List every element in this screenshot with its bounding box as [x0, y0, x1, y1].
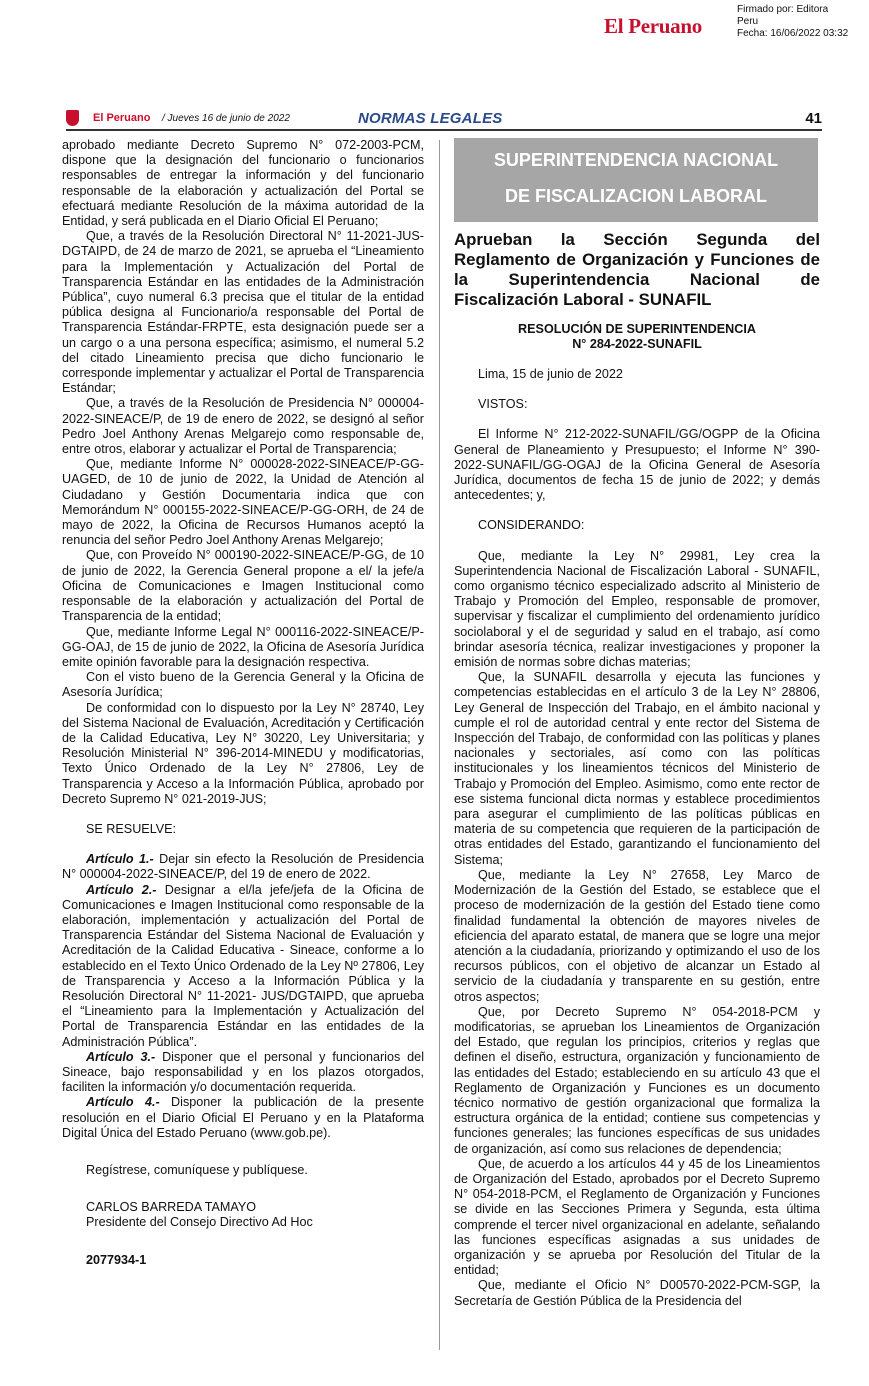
paragraph: Que, la SUNAFIL desarrolla y ejecuta las funciones y competencias establecidas en el artículo 3 de la Ley N° 28806, Ley General de Inspección del Trabajo, en el ámbito nacional y cumple el rol de autoridad central y ente rector del Sistema de Inspección del Trabajo, de conformidad con las políticas y planes nacionales y sectoriales, así como con las políticas institucionales y los lineamientos técnicos del Ministerio de Trabajo y Promoción del Empleo. Asimismo, como ente rector de ese sistema funcional dicta normas y establece procedimientos para asegurar el cumplimiento de las políticas públicas en materia de su competencia que requieren de la participación de otras entidades del Estado, garantizando el funcionamiento del Sistema; [454, 670, 820, 867]
resolution-number [454, 322, 820, 352]
digital-signature [737, 4, 848, 40]
signature-line: Firmado por: Editora [737, 4, 829, 15]
article-text: Designar a el/la jefe/jefa de la Oficina de Comunicaciones e Imagen Institucional como responsable de la elaboración, implementación y actualización del Portal de Transparencia Estándar del Sistema Nacional de Evaluación y Acreditación de la Calidad Educativa - Sineace, conforme a lo establecido en el Texto Único Ordenado de la Ley Nº 27806, Ley de Transparencia y Acceso a la Información Pública y la Resolución Directoral N° 11-2021- JUS/DGTAIPD, que aprueba el “Lineamiento para la Implementación y Actualización del Portal de Transparencia Estándar en las entidades de la Administración Pública”. [62, 882, 424, 1049]
place-date: Lima, 15 de junio de 2022 [478, 367, 623, 381]
paragraph: Que, mediante la Ley N° 29981, Ley crea la Superintendencia Nacional de Fiscalización Laboral - SUNAFIL, como organismo técnico especializado adscrito al Ministerio de Trabajo y Promoción del Empleo, responsable de promover, supervisar y fiscalizar el cumplimiento del ordenamiento jurídico sociolaboral y el de seguridad y salud en el trabajo, así como brindar asesoría técnica, realizar investigaciones y proponer la emisión de normas sobre dichas materias; [454, 548, 820, 670]
article-text: Dejar sin efecto la Resolución de Presidencia N° 000004-2022-SINEACE/P, del 19 de enero de 2022. [62, 852, 424, 882]
page-number: 41 [805, 110, 822, 127]
paragraph: Con el visto bueno de la Gerencia General y la Oficina de Asesoría Jurídica; [62, 670, 424, 700]
article-text: Disponer la publicación de la presente resolución en el Diario Oficial El Peruano y en la Plataforma Digital Única del Estado Peruano (www.gob.pe). [62, 1095, 425, 1140]
paragraph: Que, a través de la Resolución Directoral N° 11-2021-JUS-DGTAIPD, de 24 de marzo de 2021, se aprueba el “Lineamiento para la Implementación y Actualización del Portal de Transparencia Estándar en las entidades de la Administración Pública”, cuyo numeral 6.3 precisa que el titular de la entidad pública designa al Funcionario/a responsable del Portal de Transparencia Estándar-FRPTE, esta designación puede ser a un cargo o a una persona específica; asimismo, el numeral 5.2 del citado Lineamiento precisa que dicho funcionario le corresponde implementar y actualizar el Portal de Transparencia Estándar; [62, 229, 424, 396]
paragraph: Que, mediante Informe N° 000028-2022-SINEACE/P-GG-UAGED, de 10 de junio de 2022, la Unidad de Atención al Ciudadano y Gestión Documentaria indica que con Memorándum N° 000155-2022-SINEACE/P-GG-ORH, de 24 de mayo de 2022, la Oficina de Recursos Humanos aceptó la renuncia del señor Pedro Joel Anthony Arenas Melgarejo; [62, 457, 424, 548]
vistos-heading: VISTOS: [478, 397, 528, 412]
el-peruano-logo: El Peruano [604, 14, 702, 38]
shield-icon [66, 110, 79, 126]
paragraph: aprobado mediante Decreto Supremo N° 072-2003-PCM, dispone que la designación del funcionario o funcionarios responsables de entregar la información y del funcionario responsable de la elaboración y actualización del Portal se efectuará mediante Resolución de la máxima autoridad de la Entidad, y será publicada en el Diario Oficial El Peruano; [62, 138, 424, 229]
article-2 [62, 883, 424, 1050]
signer-title: Presidente del Consejo Directivo Ad Hoc [86, 1215, 313, 1230]
considerando-heading: CONSIDERANDO: [478, 518, 585, 533]
paragraph: Que, de acuerdo a los artículos 44 y 45 de los Lineamientos de Organización del Estado, aprobados por el Decreto Supremo N° 054-2018-PCM, el Reglamento de Organización y Funciones se divide en las Secciones Primera y Segunda, esta última comprende el tercer nivel organizacional en adelante, señalando las funciones específicas asignadas a sus unidades de organización y se aprueba por Resolución del Titular de la entidad; [454, 1156, 820, 1278]
left-column [62, 138, 424, 1268]
article-label: Artículo 2.- [86, 882, 157, 897]
resolution-id: N° 284-2022-SUNAFIL [572, 337, 702, 351]
article-text: Disponer que el personal y funcionarios del Sineace, bajo responsabilidad y en los plazos otorgados, faciliten la información y/o documentación requerida. [62, 1049, 424, 1095]
page-header [66, 109, 822, 131]
paragraph: Que, por Decreto Supremo N° 054-2018-PCM y modificatorias, se aprueban los Lineamientos de Organización del Estado, que regulan los principios, criterios y reglas que definen el diseño, estructura, organización y funcionamiento de las entidades del Estado; estableciendo en su artículo 43 que el Reglamento de Organización y Funciones es un documento técnico normativo de gestión organizacional que formaliza la estructura orgánica de la entidad; contiene sus competencias y funciones generales; las funciones específicas de sus unidades de organización, así como sus relaciones de dependencia; [454, 1004, 820, 1156]
banner-line: DE FISCALIZACION LABORAL [505, 186, 767, 206]
norm-title: Aprueban la Sección Segunda del Reglamento de Organización y Funciones de la Superintendencia Nacional de Fiscalización Laboral - SUNAFIL [454, 230, 820, 309]
closing-formula: Regístrese, comuníquese y publíquese. [86, 1163, 308, 1177]
document-code: 2077934-1 [86, 1252, 147, 1267]
article-3 [62, 1050, 424, 1096]
signature-line: Peru [737, 16, 759, 27]
resolution-type: RESOLUCIÓN DE SUPERINTENDENCIA [518, 322, 756, 336]
column-divider [439, 140, 440, 1350]
article-label: Artículo 3.- [86, 1049, 156, 1064]
signature-line: Fecha: 16/06/2022 03:32 [737, 28, 849, 39]
header-section: NORMAS LEGALES [358, 110, 503, 127]
paragraph: Que, con Proveído N° 000190-2022-SINEACE/P-GG, de 10 de junio de 2022, la Gerencia General propone a el/ la jefe/a Oficina de Comunicaciones e Imagen Institucional como responsable de la elaboración y actualización del Portal de Transparencia de la entidad; [62, 548, 424, 624]
header-logo: El Peruano [93, 112, 151, 124]
article-4 [62, 1095, 424, 1141]
paragraph: De conformidad con lo dispuesto por la Ley N° 28740, Ley del Sistema Nacional de Evaluación, Acreditación y Certificación de la Calidad Educativa, Ley N° 30220, Ley Universitaria; y Resolución Ministerial N° 396-2014-MINEDU y modificatorias, Texto Único Ordenado de la Ley N° 27806, Ley de Transparencia y Acceso a la Información Pública, aprobado por Decreto Supremo N° 021-2019-JUS; [62, 700, 424, 806]
institution-banner [454, 138, 818, 222]
article-label: Artículo 4.- [86, 1095, 160, 1110]
article-label: Artículo 1.- [86, 852, 154, 867]
right-column [454, 138, 820, 1309]
header-rule [66, 129, 822, 131]
header-date: / Jueves 16 de junio de 2022 [162, 113, 290, 124]
paragraph: Que, a través de la Resolución de Presidencia N° 000004-2022-SINEACE/P, de 19 de enero de 2022, se designó al señor Pedro Joel Anthony Arenas Melgarejo como responsable de, entre otros, elaborar y actualizar el Portal de Transparencia; [62, 396, 424, 457]
paragraph: Que, mediante la Ley N° 27658, Ley Marco de Modernización de la Gestión del Estado, se establece que el proceso de modernización de la gestión del Estado tiene como finalidad fundamental la obtención de mayores niveles de eficiencia del aparato estatal, de manera que se logre una mejor atención a la ciudadanía, priorizando y optimizando el uso de los recursos públicos, con el objetivo de alcanzar un Estado al servicio de la ciudadanía y transparente en su gestión, entre otros aspectos; [454, 867, 820, 1004]
resolve-heading: SE RESUELVE: [86, 821, 177, 836]
paragraph: Que, mediante Informe Legal N° 000116-2022-SINEACE/P-GG-OAJ, de 15 de junio de 2022, la Oficina de Asesoría Jurídica emite opinión favorable para la designación respectiva. [62, 624, 424, 669]
paragraph: Que, mediante el Oficio N° D00570-2022-PCM-SGP, la Secretaría de Gestión Pública de la Presidencia del [454, 1278, 820, 1308]
paragraph: El Informe N° 212-2022-SUNAFIL/GG/OGPP de la Oficina General de Planeamiento y Presupuesto; el Informe N° 390-2022-SUNAFIL/GG-OGAJ de la Oficina General de Asesoría Jurídica, documentos de fecha 15 de junio de 2022; y demás antecedentes; y, [454, 427, 820, 503]
banner-line: SUPERINTENDENCIA NACIONAL [493, 150, 779, 170]
article-1 [62, 852, 424, 882]
signer-name: CARLOS BARREDA TAMAYO [86, 1200, 257, 1215]
